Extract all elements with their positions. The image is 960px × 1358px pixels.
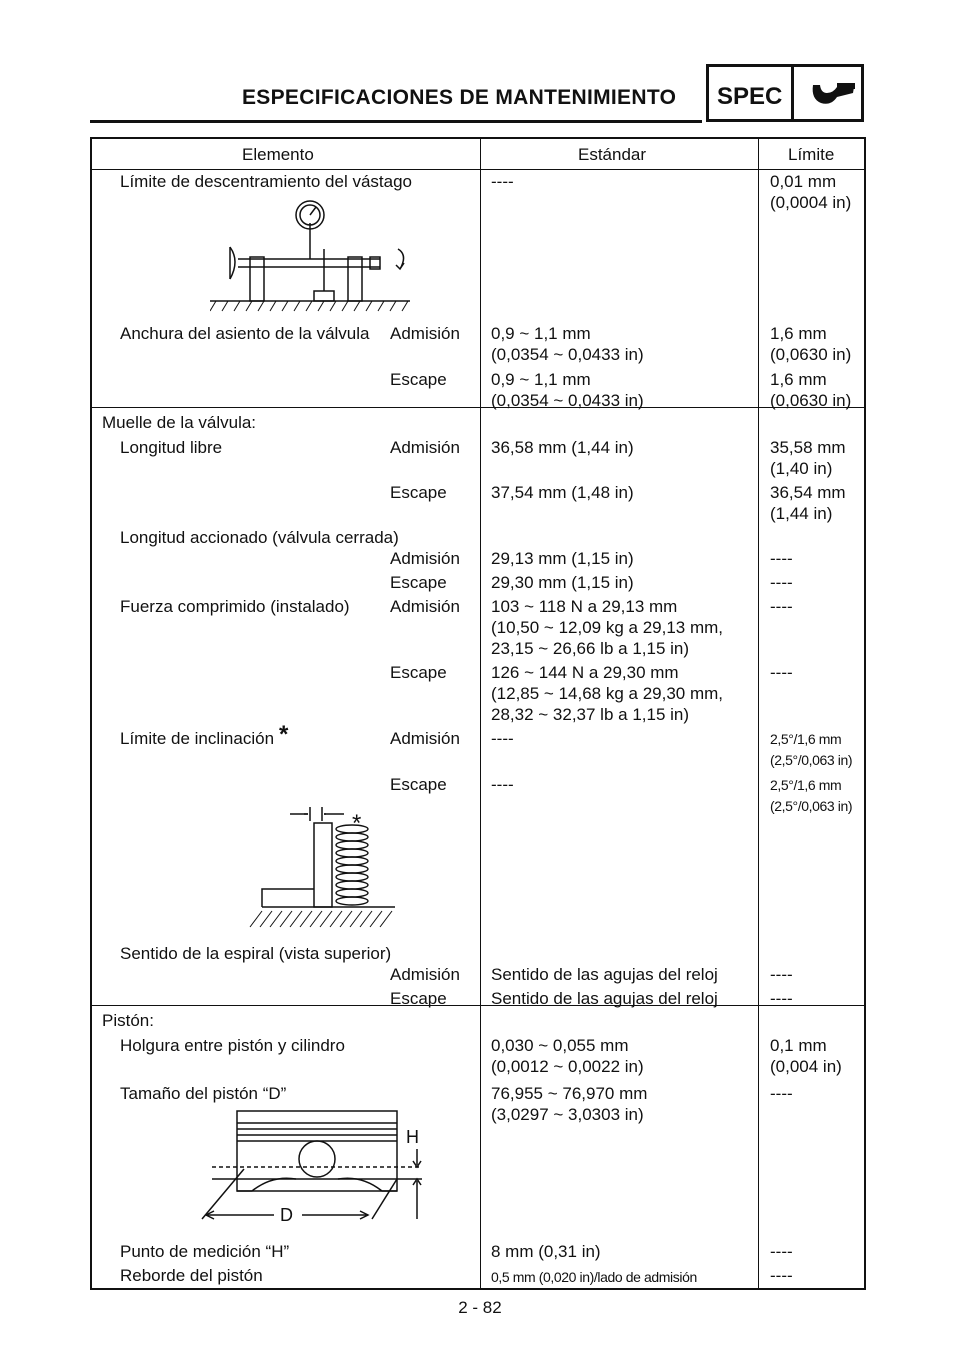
lim-tilt-exhaust-2: (2,5°/0,063 in)	[770, 798, 853, 814]
lim-force-exhaust: ----	[770, 663, 793, 682]
sub-tilt-exhaust: Escape	[390, 775, 447, 794]
lim-seat-intake-1: 1,6 mm	[770, 324, 827, 343]
header-rule	[90, 120, 702, 123]
sub-seat-intake: Admisión	[390, 324, 460, 343]
std-piston-clearance-2: (0,0012 ~ 0,0022 in)	[491, 1057, 644, 1076]
spec-badge	[706, 64, 864, 122]
section-rule-piston	[92, 1005, 864, 1006]
label-seat-width: Anchura del asiento de la válvula	[120, 324, 370, 343]
col-header-standard: Estándar	[578, 145, 647, 164]
lim-piston-offset: ----	[770, 1266, 793, 1285]
lim-free-length-exhaust-2: (1,44 in)	[770, 504, 833, 523]
lim-set-length-exhaust: ----	[770, 573, 793, 592]
sub-set-length-exhaust: Escape	[390, 573, 447, 592]
lim-stem-runout-2: (0,0004 in)	[770, 193, 852, 212]
col-header-element: Elemento	[242, 145, 314, 164]
std-set-length-intake: 29,13 mm (1,15 in)	[491, 549, 634, 568]
section-valve-spring: Muelle de la válvula:	[102, 413, 257, 432]
std-seat-exhaust-2: (0,0354 ~ 0,0433 in)	[491, 391, 644, 410]
lim-seat-exhaust-1: 1,6 mm	[770, 370, 827, 389]
std-force-intake-3: 23,15 ~ 26,66 lb a 1,15 in)	[491, 639, 690, 658]
sub-free-length-exhaust: Escape	[390, 483, 447, 502]
spec-divider	[791, 67, 794, 119]
label-piston-size: Tamaño del pistón “D”	[120, 1084, 287, 1103]
std-seat-exhaust-1: 0,9 ~ 1,1 mm	[491, 370, 591, 389]
sub-tilt-intake: Admisión	[390, 729, 460, 748]
lim-set-length-intake: ----	[770, 549, 793, 568]
label-piston-offset: Reborde del pistón	[120, 1266, 263, 1285]
std-free-length-exhaust: 37,54 mm (1,48 in)	[491, 483, 634, 502]
sub-force-intake: Admisión	[390, 597, 460, 616]
col-divider-1	[480, 139, 481, 1288]
std-piston-size-2: (3,0297 ~ 3,0303 in)	[491, 1105, 644, 1124]
std-seat-intake-1: 0,9 ~ 1,1 mm	[491, 324, 591, 343]
piston-diagram	[192, 1109, 432, 1235]
std-force-intake-1: 103 ~ 118 N a 29,13 mm	[491, 597, 678, 616]
std-set-length-exhaust: 29,30 mm (1,15 in)	[491, 573, 634, 592]
stem-runout-diagram	[210, 199, 420, 317]
sub-coil-exhaust: Escape	[390, 989, 447, 1008]
label-stem-runout: Límite de descentramiento del vástago	[120, 172, 413, 191]
label-measuring-point: Punto de medición “H”	[120, 1242, 290, 1261]
std-force-exhaust-1: 126 ~ 144 N a 29,30 mm	[491, 663, 679, 682]
lim-stem-runout-1: 0,01 mm	[770, 172, 837, 191]
col-divider-2	[758, 139, 759, 1288]
label-set-length: Longitud accionado (válvula cerrada)	[120, 528, 399, 547]
label-coil-direction: Sentido de la espiral (vista superior)	[120, 944, 392, 963]
lim-tilt-intake-2: (2,5°/0,063 in)	[770, 752, 853, 768]
label-tilt-limit: Límite de inclinación	[120, 729, 275, 748]
std-seat-intake-2: (0,0354 ~ 0,0433 in)	[491, 345, 644, 364]
std-force-exhaust-2: (12,85 ~ 14,68 kg a 29,30 mm,	[491, 684, 724, 703]
std-force-exhaust-3: 28,32 ~ 32,37 lb a 1,15 in)	[491, 705, 690, 724]
sub-set-length-intake: Admisión	[390, 549, 460, 568]
label-compressed-force: Fuerza comprimido (instalado)	[120, 597, 350, 616]
spec-table	[90, 137, 866, 1290]
page-number: 2 - 82	[458, 1298, 502, 1317]
lim-piston-clearance-1: 0,1 mm	[770, 1036, 827, 1055]
std-tilt-exhaust: ----	[491, 775, 514, 794]
std-stem-runout: ----	[491, 172, 514, 191]
piston-h-label: H	[406, 1127, 419, 1147]
std-measuring-point: 8 mm (0,31 in)	[491, 1242, 601, 1261]
lim-tilt-exhaust-1: 2,5°/1,6 mm	[770, 777, 842, 793]
sub-coil-intake: Admisión	[390, 965, 460, 984]
std-coil-exhaust: Sentido de las agujas del reloj	[491, 989, 718, 1008]
label-free-length: Longitud libre	[120, 438, 223, 457]
lim-seat-intake-2: (0,0630 in)	[770, 345, 852, 364]
lim-measuring-point: ----	[770, 1242, 793, 1261]
spring-tilt-diagram	[240, 799, 400, 945]
std-force-intake-2: (10,50 ~ 12,09 kg a 29,13 mm,	[491, 618, 724, 637]
lim-coil-intake: ----	[770, 965, 793, 984]
std-piston-size-1: 76,955 ~ 76,970 mm	[491, 1084, 648, 1103]
page-title: ESPECIFICACIONES DE MANTENIMIENTO	[242, 86, 677, 109]
std-piston-offset: 0,5 mm (0,020 in)/lado de admisión	[491, 1269, 697, 1285]
lim-free-length-intake-2: (1,40 in)	[770, 459, 833, 478]
std-coil-intake: Sentido de las agujas del reloj	[491, 965, 718, 984]
header-row-rule	[92, 169, 864, 170]
label-piston-clearance: Holgura entre pistón y cilindro	[120, 1036, 345, 1055]
lim-seat-exhaust-2: (0,0630 in)	[770, 391, 852, 410]
std-free-length-intake: 36,58 mm (1,44 in)	[491, 438, 634, 457]
piston-d-label: D	[280, 1205, 293, 1225]
sub-seat-exhaust: Escape	[390, 370, 447, 389]
lim-coil-exhaust: ----	[770, 989, 793, 1008]
tilt-asterisk: *	[279, 721, 289, 748]
lim-piston-clearance-2: (0,004 in)	[770, 1057, 842, 1076]
std-tilt-intake: ----	[491, 729, 514, 748]
wrench-icon	[807, 75, 859, 113]
spec-label: SPEC	[717, 83, 783, 110]
lim-force-intake: ----	[770, 597, 793, 616]
section-rule-spring	[92, 407, 864, 408]
lim-piston-size: ----	[770, 1084, 793, 1103]
col-header-limit: Límite	[788, 145, 835, 164]
spring-asterisk: *	[352, 810, 362, 837]
sub-force-exhaust: Escape	[390, 663, 447, 682]
section-piston: Pistón:	[102, 1011, 154, 1030]
lim-tilt-intake-1: 2,5°/1,6 mm	[770, 731, 842, 747]
lim-free-length-intake-1: 35,58 mm	[770, 438, 846, 457]
sub-free-length-intake: Admisión	[390, 438, 460, 457]
std-piston-clearance-1: 0,030 ~ 0,055 mm	[491, 1036, 629, 1055]
lim-free-length-exhaust-1: 36,54 mm	[770, 483, 846, 502]
